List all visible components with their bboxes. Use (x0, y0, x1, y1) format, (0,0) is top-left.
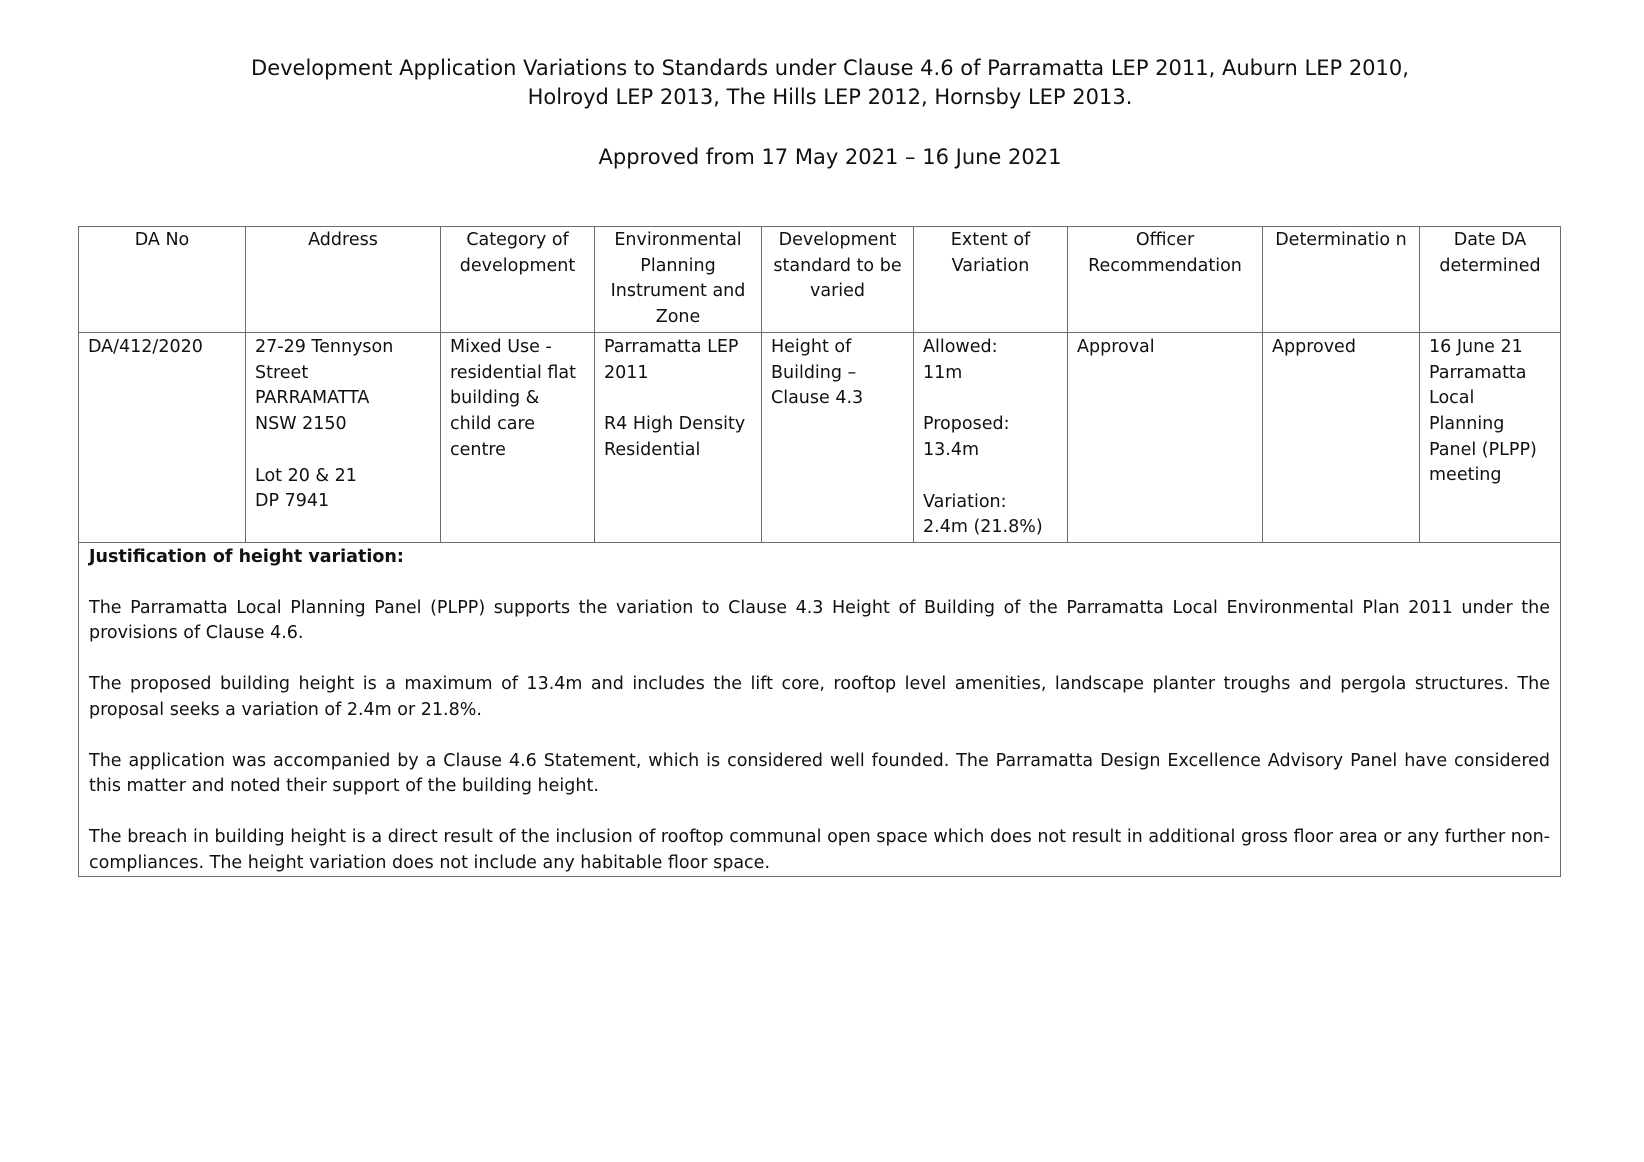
cell-line: 2011 (604, 362, 649, 383)
cell-line: Height of (771, 336, 852, 357)
cell-line: Parramatta (1429, 362, 1527, 383)
cell-line: Building – (771, 362, 857, 383)
cell-line: DP 7941 (255, 491, 330, 512)
cell-line: Parramatta LEP (604, 336, 739, 357)
cell-line: Residential (604, 439, 701, 460)
cell-line: Panel (PLPP) (1429, 439, 1537, 460)
justification-paragraph-4: The breach in building height is a direct result of the inclusion of rooftop communal open space which does not result in additional gross floor area or any further non-compliances. The height variation does not include any habitable floor space. (89, 826, 1550, 873)
table-header-row (79, 227, 1561, 333)
cell-line: building & (450, 388, 540, 409)
header-category: Category of development (441, 227, 595, 333)
justification-paragraph-1: The Parramatta Local Planning Panel (PLPP) supports the variation to Clause 4.3 Height of Building of the Parramatta Local Environmental Plan 2011 under the provisions of Clause 4.6. (89, 597, 1550, 644)
justification-paragraph-3: The application was accompanied by a Clause 4.6 Statement, which is considered well founded. The Parramatta Design Excellence Advisory Panel have considered this matter and noted their support of the building height. (89, 750, 1550, 797)
cell-da-no: DA/412/2020 (79, 332, 246, 542)
cell-line: Lot 20 & 21 (255, 465, 357, 486)
cell-line: Mixed Use - (450, 336, 552, 357)
cell-line: Proposed: (923, 414, 1010, 435)
cell-category (441, 332, 595, 542)
justification-heading: Justification of height variation: (89, 547, 404, 568)
cell-address (246, 332, 441, 542)
cell-epi-zone (595, 332, 762, 542)
header-da-no: DA No (79, 227, 246, 333)
cell-line: Clause 4.3 (771, 388, 864, 409)
document-title-line1: Development Application Variations to Standards under Clause 4.6 of Parramatta LEP 2011, Auburn LEP 2010, (251, 56, 1409, 80)
cell-extent (914, 332, 1068, 542)
header-determination: Determinatio n (1263, 227, 1420, 333)
header-officer-recommendation: Officer Recommendation (1068, 227, 1263, 333)
cell-line: meeting (1429, 465, 1502, 486)
header-extent: Extent of Variation (914, 227, 1068, 333)
header-epi-zone: Environmental Planning Instrument and Zone (595, 227, 762, 333)
cell-line: child care (450, 413, 536, 434)
cell-line: NSW 2150 (255, 413, 347, 434)
cell-line: 27-29 Tennyson (255, 336, 394, 357)
cell-line: 2.4m (21.8%) (923, 517, 1043, 538)
justification-paragraph-2: The proposed building height is a maximum of 13.4m and includes the lift core, rooftop level amenities, landscape planter troughs and pergola structures. The proposal seeks a variation of 2.4m or 21.8%. (89, 674, 1550, 720)
cell-line: Allowed: (923, 336, 998, 357)
cell-line: Street (255, 362, 309, 383)
cell-line: 16 June 21 (1429, 336, 1523, 357)
cell-line: PARRAMATTA (255, 388, 370, 409)
variations-table (78, 226, 1561, 877)
document-subtitle: Approved from 17 May 2021 – 16 June 2021 (598, 145, 1062, 169)
cell-line: Local (1429, 388, 1475, 409)
cell-line: Variation: (923, 491, 1007, 512)
cell-date-determined (1420, 332, 1561, 542)
cell-line: residential flat (450, 362, 577, 383)
cell-line (923, 464, 1058, 490)
cell-line: R4 High Density (604, 414, 746, 435)
cell-line: centre (450, 439, 506, 460)
cell-line (923, 386, 1058, 412)
header-date-determined: Date DA determined (1420, 227, 1561, 333)
justification-row (79, 543, 1561, 877)
document-title-line2: Holroyd LEP 2013, The Hills LEP 2012, Hornsby LEP 2013. (527, 85, 1133, 109)
justification-cell (79, 543, 1561, 877)
cell-line (255, 438, 431, 464)
table-row (79, 332, 1561, 542)
cell-line: 13.4m (923, 439, 980, 460)
cell-officer-recommendation: Approval (1068, 332, 1263, 542)
cell-line: 11m (923, 362, 963, 383)
header-address: Address (246, 227, 441, 333)
cell-standard (762, 332, 914, 542)
cell-line (604, 386, 752, 412)
cell-determination: Approved (1263, 332, 1420, 542)
document-title (0, 54, 1644, 112)
header-standard: Development standard to be varied (762, 227, 914, 333)
cell-line: Planning (1429, 413, 1505, 434)
